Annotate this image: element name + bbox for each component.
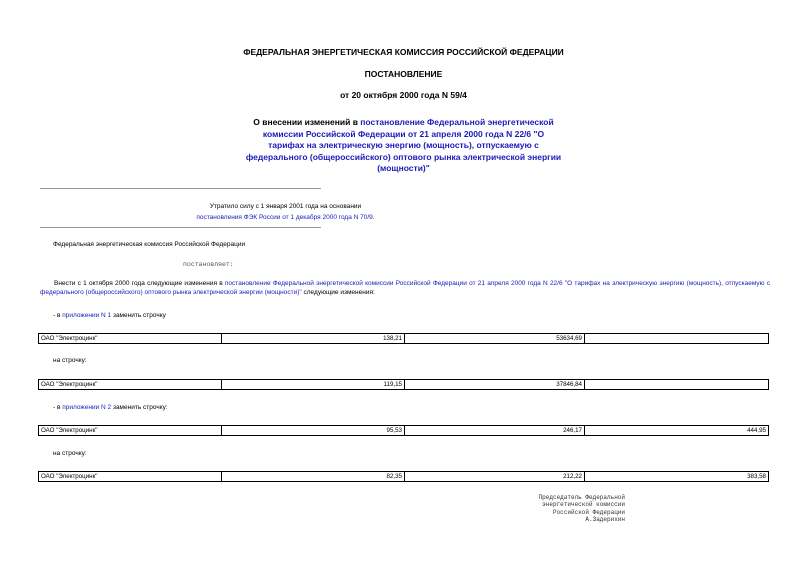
row-value-cell: 444,95: [585, 426, 769, 436]
row-value-cell: [585, 380, 769, 390]
main-prefix: Внести с 1 октября 2000 года следующие изменения в: [54, 280, 225, 287]
table-row: [38, 425, 769, 436]
item1-suffix: заменить строчку: [111, 312, 166, 319]
signature-block: [505, 494, 625, 523]
title-link[interactable]: постановление Федеральной энергетической комиссии Российской Федерации от 21 апреля 2000 года N 22/6 "О тарифах на электрическую энергию (мощность), отпускаемую с федерального (общероссийского) оптового рынка электрической энергии (мощности)": [245, 117, 562, 173]
issuer-paragraph: Федеральная энергетическая комиссия Российской Федерации: [53, 241, 246, 248]
row-value-cell: [585, 334, 769, 344]
date-number-heading: от 20 октября 2000 года N 59/4: [340, 90, 467, 100]
signature-line: Председатель Федеральной: [538, 494, 625, 501]
resolves-paragraph: постановляет:: [183, 261, 234, 268]
item1-prefix: - в: [53, 312, 63, 319]
signature-name: А.Задерихин: [585, 515, 625, 523]
item1-link[interactable]: приложении N 1: [62, 312, 112, 319]
item2-paragraph: [53, 403, 168, 412]
row-name-cell: ОАО "Электроцинк": [39, 380, 222, 390]
row-value-cell: 212,22: [405, 472, 585, 482]
main-paragraph: [40, 279, 770, 297]
table-row: [38, 333, 769, 344]
row-value-cell: 95,53: [222, 426, 405, 436]
signature-line: энергетической комиссии: [542, 501, 625, 509]
agency-heading: ФЕДЕРАЛЬНАЯ ЭНЕРГЕТИЧЕСКАЯ КОМИССИЯ РОССИЙСКОЙ ФЕДЕРАЦИИ: [243, 47, 564, 57]
row-value-cell: 246,17: [405, 426, 585, 436]
document-title: [245, 117, 562, 175]
main-suffix: следующие изменения:: [301, 289, 375, 296]
lost-force-link[interactable]: постановления ФЭК России от 1 декабря 2000 года N 70/9.: [196, 214, 375, 221]
row-value-cell: 53634,69: [405, 334, 585, 344]
table-row: [38, 471, 769, 482]
item1-paragraph: [53, 311, 166, 320]
lost-force-text: Утратило силу с 1 января 2001 года на основании: [209, 203, 362, 210]
row-name-cell: ОАО "Электроцинк": [39, 426, 222, 436]
title-prefix: О внесении изменений в: [253, 117, 361, 127]
row-value-cell: 82,35: [222, 472, 405, 482]
item2-link[interactable]: приложении N 2: [62, 404, 112, 411]
to-line-paragraph: на строчку:: [53, 450, 87, 457]
row-value-cell: 383,58: [585, 472, 769, 482]
main-link[interactable]: постановление Федеральной энергетической комиссии Российской Федерации от 21 апреля 2000 года N 22/6 "О тарифах на электрическую энергию (мощность), отпускаемую с федерального (общероссийского) оптового рынка электрической энергии (мощности)": [40, 280, 770, 296]
to-line-paragraph: на строчку:: [53, 357, 87, 364]
item2-prefix: - в: [53, 404, 63, 411]
divider-bottom: [40, 227, 321, 228]
row-value-cell: 138,21: [222, 334, 405, 344]
row-value-cell: 119,15: [222, 380, 405, 390]
signature-line: Российской Федерации: [552, 508, 625, 516]
document-type-heading: ПОСТАНОВЛЕНИЕ: [364, 69, 443, 79]
lost-force-note: [40, 201, 531, 223]
row-name-cell: ОАО "Электроцинк": [39, 472, 222, 482]
divider-top: [40, 188, 321, 189]
item2-suffix: заменить строчку:: [111, 404, 168, 411]
table-row: [38, 379, 769, 390]
row-value-cell: 37846,84: [405, 380, 585, 390]
row-name-cell: ОАО "Электроцинк": [39, 334, 222, 344]
